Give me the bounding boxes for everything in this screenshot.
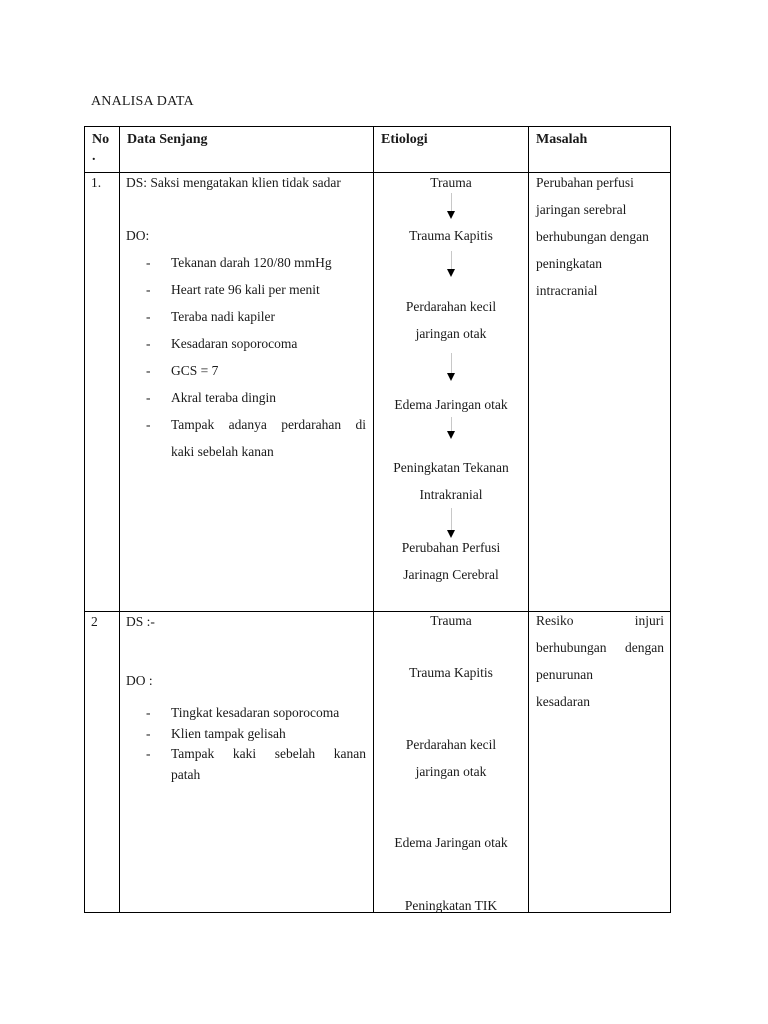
bullet-dash: - [146,309,151,324]
justified-line: Tampak adanya perdarahan di [171,417,366,432]
etiologi-step: Perdarahan kecil jaringan otak [405,737,497,779]
do-list [146,703,366,785]
row-number: 1. [91,175,102,190]
do-list [146,249,366,465]
column-divider [528,127,529,912]
bullet-dash: - [146,390,151,405]
etiologi-step: Trauma Kapitis [409,665,493,680]
list-item: - Heart rate 96 kali per menit [146,276,366,303]
header-data-senjang: Data Senjang [127,132,208,147]
etiologi-step: Edema Jaringan otak [394,835,508,850]
analysis-table [84,126,671,913]
ds-text: DS :- [126,614,155,629]
ds-text: DS: Saksi mengatakan klien tidak sadar [126,175,341,190]
header-no-dot: . [92,149,96,164]
etiologi-step: Trauma [430,613,472,628]
bullet-dash: - [146,255,151,270]
justified-line: Resiko injuri [536,613,664,628]
list-item: - GCS = 7 [146,357,366,384]
list-item: - Tampak adanya perdarahan di kaki sebelah kanan [146,411,366,465]
down-arrow-icon [446,251,456,277]
etiologi-step: Trauma Kapitis [409,228,493,243]
bullet-dash: - [146,417,151,432]
down-arrow-icon [446,417,456,439]
header-no [92,130,109,164]
justified-line: berhubungan dengan [536,640,664,655]
list-item: - Teraba nadi kapiler [146,303,366,330]
etiologi-step: Trauma [430,175,472,190]
document-title: ANALISA DATA [91,94,194,109]
etiologi-step: Perubahan Perfusi Jarinagn Cerebral [401,540,501,582]
masalah-text: Resiko injuri berhubungan dengan penurunan kesadaran [536,607,664,715]
bullet-dash: - [146,282,151,297]
header-etiologi: Etiologi [381,132,428,147]
etiologi-step: Peningkatan Tekanan Intrakranial [393,460,509,502]
bullet-dash: - [146,705,151,720]
etiologi-step: Perdarahan kecil jaringan otak [405,299,497,341]
etiologi-step: Edema Jaringan otak [394,397,508,412]
header-masalah: Masalah [536,132,588,147]
bullet-dash: - [146,363,151,378]
etiologi-step: Peningkatan TIK [404,898,498,913]
list-item: - Tingkat kesadaran soporocoma [146,703,366,724]
justified-line: Tampak kaki sebelah kanan [171,746,366,761]
list-item: - Tekanan darah 120/80 mmHg [146,249,366,276]
down-arrow-icon [446,193,456,219]
list-item: - Tampak kaki sebelah kanan patah [146,746,366,782]
bullet-dash: - [146,336,151,351]
header-no-label: No [92,132,110,147]
row-number: 2 [91,614,98,629]
do-label: DO : [126,673,153,688]
down-arrow-icon [446,353,456,381]
bullet-dash: - [146,725,151,741]
bullet-dash: - [146,746,151,761]
column-divider [119,127,120,912]
do-label: DO: [126,228,150,243]
list-item: - Klien tampak gelisah [146,724,366,745]
list-item: - Kesadaran soporocoma [146,330,366,357]
masalah-text: Perubahan perfusi jaringan serebral berhubungan dengan peningkatan intracranial [536,175,649,298]
list-item: - Akral teraba dingin [146,384,366,411]
